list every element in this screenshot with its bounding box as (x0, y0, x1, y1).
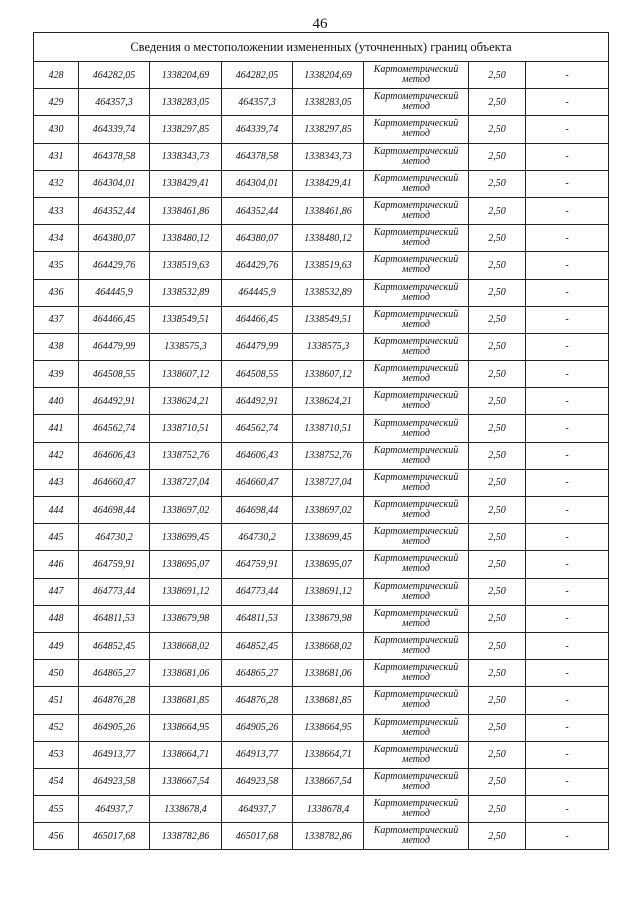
x-existing-cell: 464811,53 (79, 605, 150, 632)
y-updated-cell: 1338297,85 (293, 116, 364, 143)
y-updated-cell: 1338664,71 (293, 741, 364, 768)
x-updated-cell: 464660,47 (222, 469, 293, 496)
y-updated-cell: 1338681,06 (293, 660, 364, 687)
y-updated-cell: 1338343,73 (293, 143, 364, 170)
accuracy-cell: 2,50 (469, 768, 526, 795)
method-cell: Картометрический метод (364, 225, 469, 252)
x-existing-cell: 464660,47 (79, 469, 150, 496)
method-cell: Картометрический метод (364, 333, 469, 360)
point-number-cell: 442 (34, 442, 79, 469)
accuracy-cell: 2,50 (469, 442, 526, 469)
y-existing-cell: 1338461,86 (150, 197, 222, 224)
accuracy-cell: 2,50 (469, 714, 526, 741)
point-number-cell: 446 (34, 551, 79, 578)
y-updated-cell: 1338204,69 (293, 62, 364, 89)
y-updated-cell: 1338667,54 (293, 768, 364, 795)
y-existing-cell: 1338678,4 (150, 796, 222, 823)
note-cell: - (526, 497, 609, 524)
point-number-cell: 450 (34, 660, 79, 687)
method-cell: Картометрический метод (364, 524, 469, 551)
accuracy-cell: 2,50 (469, 823, 526, 850)
point-number-cell: 434 (34, 225, 79, 252)
method-cell: Картометрический метод (364, 279, 469, 306)
y-updated-cell: 1338679,98 (293, 605, 364, 632)
table-row (34, 279, 609, 306)
note-cell: - (526, 252, 609, 279)
point-number-cell: 445 (34, 524, 79, 551)
accuracy-cell: 2,50 (469, 524, 526, 551)
table-row (34, 197, 609, 224)
note-cell: - (526, 62, 609, 89)
accuracy-cell: 2,50 (469, 551, 526, 578)
y-updated-cell: 1338575,3 (293, 333, 364, 360)
method-cell: Картометрический метод (364, 714, 469, 741)
accuracy-cell: 2,50 (469, 415, 526, 442)
accuracy-cell: 2,50 (469, 143, 526, 170)
y-existing-cell: 1338695,07 (150, 551, 222, 578)
table-row (34, 225, 609, 252)
x-updated-cell: 464937,7 (222, 796, 293, 823)
x-existing-cell: 465017,68 (79, 823, 150, 850)
y-updated-cell: 1338664,95 (293, 714, 364, 741)
accuracy-cell: 2,50 (469, 578, 526, 605)
x-updated-cell: 464357,3 (222, 89, 293, 116)
method-cell: Картометрический метод (364, 687, 469, 714)
table-row (34, 524, 609, 551)
y-updated-cell: 1338699,45 (293, 524, 364, 551)
table-row (34, 333, 609, 360)
y-existing-cell: 1338532,89 (150, 279, 222, 306)
method-cell: Картометрический метод (364, 578, 469, 605)
point-number-cell: 455 (34, 796, 79, 823)
method-cell: Картометрический метод (364, 796, 469, 823)
point-number-cell: 437 (34, 306, 79, 333)
x-updated-cell: 464304,01 (222, 170, 293, 197)
method-cell: Картометрический метод (364, 197, 469, 224)
point-number-cell: 436 (34, 279, 79, 306)
y-updated-cell: 1338429,41 (293, 170, 364, 197)
y-existing-cell: 1338519,63 (150, 252, 222, 279)
x-updated-cell: 464730,2 (222, 524, 293, 551)
table-row (34, 714, 609, 741)
note-cell: - (526, 225, 609, 252)
x-existing-cell: 464876,28 (79, 687, 150, 714)
accuracy-cell: 2,50 (469, 497, 526, 524)
point-number-cell: 447 (34, 578, 79, 605)
accuracy-cell: 2,50 (469, 605, 526, 632)
point-number-cell: 428 (34, 62, 79, 89)
x-updated-cell: 464339,74 (222, 116, 293, 143)
table-row (34, 660, 609, 687)
x-updated-cell: 464905,26 (222, 714, 293, 741)
point-number-cell: 440 (34, 388, 79, 415)
y-existing-cell: 1338297,85 (150, 116, 222, 143)
note-cell: - (526, 524, 609, 551)
y-updated-cell: 1338681,85 (293, 687, 364, 714)
method-cell: Картометрический метод (364, 252, 469, 279)
method-cell: Картометрический метод (364, 361, 469, 388)
y-updated-cell: 1338782,86 (293, 823, 364, 850)
y-existing-cell: 1338480,12 (150, 225, 222, 252)
table-row (34, 578, 609, 605)
note-cell: - (526, 143, 609, 170)
x-existing-cell: 464606,43 (79, 442, 150, 469)
x-existing-cell: 464773,44 (79, 578, 150, 605)
table-row (34, 632, 609, 659)
accuracy-cell: 2,50 (469, 116, 526, 143)
y-existing-cell: 1338667,54 (150, 768, 222, 795)
x-existing-cell: 464730,2 (79, 524, 150, 551)
table-row (34, 62, 609, 89)
accuracy-cell: 2,50 (469, 197, 526, 224)
table-row (34, 687, 609, 714)
x-updated-cell: 464282,05 (222, 62, 293, 89)
accuracy-cell: 2,50 (469, 660, 526, 687)
x-updated-cell: 464773,44 (222, 578, 293, 605)
point-number-cell: 430 (34, 116, 79, 143)
y-updated-cell: 1338607,12 (293, 361, 364, 388)
x-existing-cell: 464905,26 (79, 714, 150, 741)
note-cell: - (526, 306, 609, 333)
y-existing-cell: 1338283,05 (150, 89, 222, 116)
y-existing-cell: 1338204,69 (150, 62, 222, 89)
table-row (34, 361, 609, 388)
x-updated-cell: 464378,58 (222, 143, 293, 170)
table-caption-row (34, 33, 609, 62)
point-number-cell: 453 (34, 741, 79, 768)
table-row (34, 823, 609, 850)
note-cell: - (526, 796, 609, 823)
method-cell: Картометрический метод (364, 116, 469, 143)
table-row (34, 551, 609, 578)
table-row (34, 170, 609, 197)
x-updated-cell: 464876,28 (222, 687, 293, 714)
method-cell: Картометрический метод (364, 442, 469, 469)
method-cell: Картометрический метод (364, 469, 469, 496)
y-existing-cell: 1338664,71 (150, 741, 222, 768)
x-existing-cell: 464865,27 (79, 660, 150, 687)
table-row (34, 116, 609, 143)
y-updated-cell: 1338549,51 (293, 306, 364, 333)
x-updated-cell: 464445,9 (222, 279, 293, 306)
table-row (34, 768, 609, 795)
method-cell: Картометрический метод (364, 632, 469, 659)
y-updated-cell: 1338480,12 (293, 225, 364, 252)
x-existing-cell: 464698,44 (79, 497, 150, 524)
x-existing-cell: 464492,91 (79, 388, 150, 415)
table-row (34, 89, 609, 116)
note-cell: - (526, 197, 609, 224)
x-updated-cell: 464508,55 (222, 361, 293, 388)
y-updated-cell: 1338695,07 (293, 551, 364, 578)
table-row (34, 497, 609, 524)
y-existing-cell: 1338710,51 (150, 415, 222, 442)
method-cell: Картометрический метод (364, 551, 469, 578)
table-caption: Сведения о местоположении измененных (уточненных) границ объекта (34, 33, 609, 62)
accuracy-cell: 2,50 (469, 225, 526, 252)
x-existing-cell: 464429,76 (79, 252, 150, 279)
table-row (34, 415, 609, 442)
note-cell: - (526, 741, 609, 768)
point-number-cell: 444 (34, 497, 79, 524)
y-updated-cell: 1338697,02 (293, 497, 364, 524)
y-updated-cell: 1338710,51 (293, 415, 364, 442)
x-existing-cell: 464479,99 (79, 333, 150, 360)
y-updated-cell: 1338752,76 (293, 442, 364, 469)
point-number-cell: 439 (34, 361, 79, 388)
x-existing-cell: 464357,3 (79, 89, 150, 116)
point-number-cell: 435 (34, 252, 79, 279)
y-updated-cell: 1338532,89 (293, 279, 364, 306)
method-cell: Картометрический метод (364, 306, 469, 333)
x-updated-cell: 464562,74 (222, 415, 293, 442)
x-updated-cell: 464865,27 (222, 660, 293, 687)
y-updated-cell: 1338691,12 (293, 578, 364, 605)
table-row (34, 605, 609, 632)
point-number-cell: 438 (34, 333, 79, 360)
x-updated-cell: 464606,43 (222, 442, 293, 469)
page-number: 46 (312, 16, 328, 32)
accuracy-cell: 2,50 (469, 469, 526, 496)
x-updated-cell: 464429,76 (222, 252, 293, 279)
x-existing-cell: 464339,74 (79, 116, 150, 143)
method-cell: Картометрический метод (364, 388, 469, 415)
note-cell: - (526, 361, 609, 388)
note-cell: - (526, 279, 609, 306)
table-row (34, 306, 609, 333)
note-cell: - (526, 442, 609, 469)
method-cell: Картометрический метод (364, 89, 469, 116)
x-updated-cell: 464913,77 (222, 741, 293, 768)
method-cell: Картометрический метод (364, 660, 469, 687)
x-existing-cell: 464304,01 (79, 170, 150, 197)
accuracy-cell: 2,50 (469, 252, 526, 279)
accuracy-cell: 2,50 (469, 361, 526, 388)
method-cell: Картометрический метод (364, 170, 469, 197)
y-existing-cell: 1338752,76 (150, 442, 222, 469)
x-existing-cell: 464937,7 (79, 796, 150, 823)
x-updated-cell: 464380,07 (222, 225, 293, 252)
y-existing-cell: 1338549,51 (150, 306, 222, 333)
table-row (34, 741, 609, 768)
y-existing-cell: 1338681,06 (150, 660, 222, 687)
y-existing-cell: 1338782,86 (150, 823, 222, 850)
y-existing-cell: 1338607,12 (150, 361, 222, 388)
x-existing-cell: 464352,44 (79, 197, 150, 224)
x-existing-cell: 464508,55 (79, 361, 150, 388)
note-cell: - (526, 660, 609, 687)
y-updated-cell: 1338727,04 (293, 469, 364, 496)
accuracy-cell: 2,50 (469, 89, 526, 116)
table-row (34, 252, 609, 279)
table-row (34, 442, 609, 469)
point-number-cell: 429 (34, 89, 79, 116)
y-existing-cell: 1338624,21 (150, 388, 222, 415)
point-number-cell: 454 (34, 768, 79, 795)
note-cell: - (526, 415, 609, 442)
x-updated-cell: 465017,68 (222, 823, 293, 850)
note-cell: - (526, 388, 609, 415)
method-cell: Картометрический метод (364, 415, 469, 442)
y-updated-cell: 1338519,63 (293, 252, 364, 279)
x-existing-cell: 464759,91 (79, 551, 150, 578)
accuracy-cell: 2,50 (469, 62, 526, 89)
accuracy-cell: 2,50 (469, 388, 526, 415)
y-existing-cell: 1338681,85 (150, 687, 222, 714)
x-updated-cell: 464479,99 (222, 333, 293, 360)
point-number-cell: 443 (34, 469, 79, 496)
accuracy-cell: 2,50 (469, 333, 526, 360)
accuracy-cell: 2,50 (469, 687, 526, 714)
y-existing-cell: 1338668,02 (150, 632, 222, 659)
x-existing-cell: 464380,07 (79, 225, 150, 252)
note-cell: - (526, 632, 609, 659)
note-cell: - (526, 578, 609, 605)
x-existing-cell: 464466,45 (79, 306, 150, 333)
note-cell: - (526, 605, 609, 632)
y-existing-cell: 1338575,3 (150, 333, 222, 360)
y-existing-cell: 1338699,45 (150, 524, 222, 551)
point-number-cell: 452 (34, 714, 79, 741)
method-cell: Картометрический метод (364, 768, 469, 795)
accuracy-cell: 2,50 (469, 632, 526, 659)
note-cell: - (526, 469, 609, 496)
y-existing-cell: 1338679,98 (150, 605, 222, 632)
point-number-cell: 456 (34, 823, 79, 850)
table-row (34, 143, 609, 170)
method-cell: Картометрический метод (364, 823, 469, 850)
point-number-cell: 449 (34, 632, 79, 659)
point-number-cell: 448 (34, 605, 79, 632)
x-existing-cell: 464445,9 (79, 279, 150, 306)
note-cell: - (526, 687, 609, 714)
y-existing-cell: 1338429,41 (150, 170, 222, 197)
x-updated-cell: 464352,44 (222, 197, 293, 224)
accuracy-cell: 2,50 (469, 306, 526, 333)
accuracy-cell: 2,50 (469, 796, 526, 823)
point-number-cell: 433 (34, 197, 79, 224)
y-updated-cell: 1338668,02 (293, 632, 364, 659)
point-number-cell: 451 (34, 687, 79, 714)
note-cell: - (526, 89, 609, 116)
x-updated-cell: 464698,44 (222, 497, 293, 524)
x-updated-cell: 464852,45 (222, 632, 293, 659)
x-existing-cell: 464852,45 (79, 632, 150, 659)
x-updated-cell: 464923,58 (222, 768, 293, 795)
x-updated-cell: 464811,53 (222, 605, 293, 632)
note-cell: - (526, 116, 609, 143)
x-updated-cell: 464759,91 (222, 551, 293, 578)
note-cell: - (526, 333, 609, 360)
table-row (34, 469, 609, 496)
y-updated-cell: 1338624,21 (293, 388, 364, 415)
y-updated-cell: 1338461,86 (293, 197, 364, 224)
point-number-cell: 432 (34, 170, 79, 197)
point-number-cell: 431 (34, 143, 79, 170)
x-updated-cell: 464466,45 (222, 306, 293, 333)
x-existing-cell: 464378,58 (79, 143, 150, 170)
note-cell: - (526, 551, 609, 578)
y-existing-cell: 1338691,12 (150, 578, 222, 605)
y-updated-cell: 1338283,05 (293, 89, 364, 116)
y-existing-cell: 1338697,02 (150, 497, 222, 524)
method-cell: Картометрический метод (364, 143, 469, 170)
y-updated-cell: 1338678,4 (293, 796, 364, 823)
note-cell: - (526, 714, 609, 741)
method-cell: Картометрический метод (364, 497, 469, 524)
note-cell: - (526, 170, 609, 197)
y-existing-cell: 1338664,95 (150, 714, 222, 741)
accuracy-cell: 2,50 (469, 170, 526, 197)
accuracy-cell: 2,50 (469, 741, 526, 768)
x-existing-cell: 464562,74 (79, 415, 150, 442)
y-existing-cell: 1338343,73 (150, 143, 222, 170)
note-cell: - (526, 823, 609, 850)
boundary-coordinates-table (33, 32, 609, 850)
method-cell: Картометрический метод (364, 62, 469, 89)
accuracy-cell: 2,50 (469, 279, 526, 306)
x-updated-cell: 464492,91 (222, 388, 293, 415)
x-existing-cell: 464923,58 (79, 768, 150, 795)
note-cell: - (526, 768, 609, 795)
table-body (34, 33, 609, 850)
point-number-cell: 441 (34, 415, 79, 442)
method-cell: Картометрический метод (364, 605, 469, 632)
table-row (34, 388, 609, 415)
x-existing-cell: 464913,77 (79, 741, 150, 768)
table-row (34, 796, 609, 823)
x-existing-cell: 464282,05 (79, 62, 150, 89)
y-existing-cell: 1338727,04 (150, 469, 222, 496)
method-cell: Картометрический метод (364, 741, 469, 768)
